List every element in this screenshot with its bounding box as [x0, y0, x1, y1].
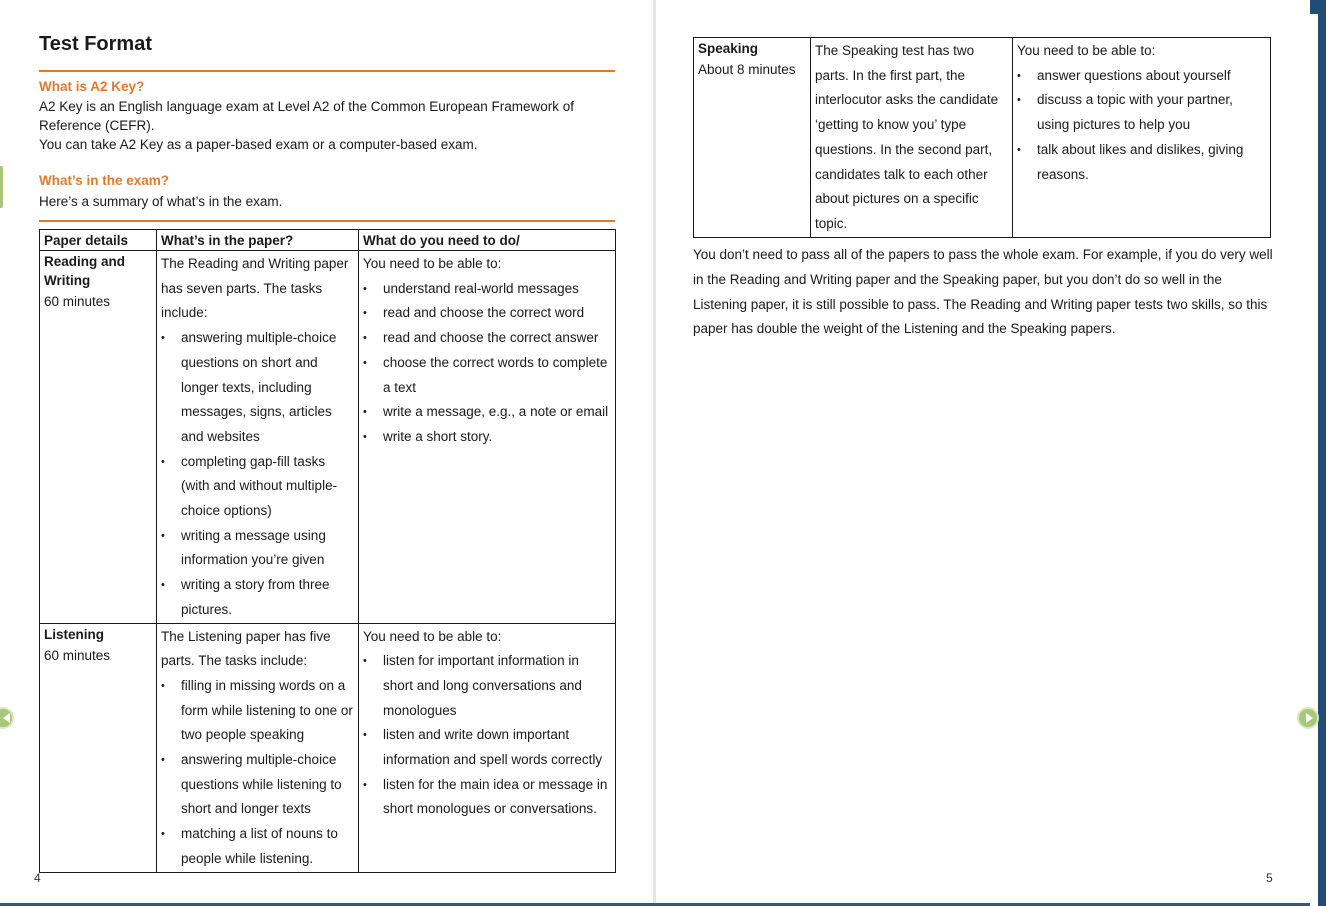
needs-intro: You need to be able to: — [1017, 43, 1156, 58]
chevron-left-icon — [3, 713, 10, 723]
paper-duration: 60 minutes — [44, 647, 111, 663]
list-item: • completing gap-fill tasks (with and without multiple-choice options) — [161, 450, 354, 524]
list-item: • writing a message using information you’re given — [161, 524, 354, 573]
paper-duration: 60 minutes — [44, 294, 111, 309]
needs-cell — [1013, 38, 1271, 238]
page-title: Test Format — [39, 33, 152, 55]
section-heading-what-is: What is A2 Key? — [39, 79, 145, 94]
page-number: 5 — [1266, 871, 1273, 885]
list-item: • read and choose the correct word — [363, 301, 611, 326]
paper-duration: About 8 minutes — [698, 62, 796, 77]
list-item: • understand real-world messages — [363, 277, 611, 302]
section-divider — [39, 70, 615, 72]
table-row — [40, 251, 616, 624]
paper-details-cell — [40, 623, 157, 872]
summary-intro: Here’s a summary of what’s in the exam. — [39, 194, 283, 209]
paper-name: Listening — [44, 626, 104, 642]
list-item: • listen and write down important information and spell words correctly — [363, 723, 611, 772]
contents-list — [161, 326, 354, 622]
list-item: • discuss a topic with your partner, using pictures to help you — [1017, 88, 1266, 137]
exam-table — [39, 229, 616, 873]
needs-intro: You need to be able to: — [363, 256, 502, 271]
list-item: • write a short story. — [363, 425, 611, 450]
paper-details-cell — [694, 38, 811, 238]
needs-list — [363, 649, 611, 822]
paper-name: Speaking — [698, 41, 759, 56]
speaking-table — [693, 37, 1271, 238]
page-number: 4 — [34, 871, 41, 885]
list-item: • listen for important information in short and long conversations and monologues — [363, 649, 611, 723]
chevron-right-icon — [1306, 713, 1313, 723]
section-divider — [39, 220, 615, 222]
paper-name: Reading and Writing — [44, 254, 126, 288]
list-item: • answering multiple-choice questions while listening to short and longer texts — [161, 748, 354, 822]
needs-cell — [359, 623, 616, 872]
list-item: • read and choose the correct answer — [363, 326, 611, 351]
paper-contents-cell: The Speaking test has two parts. In the first part, the interlocutor asks the candidate ‘getting to know you’ type questions. In the second part, candidates talk to each other about pictures on a specific topic. — [811, 38, 1013, 238]
list-item: • choose the correct words to complete a text — [363, 351, 611, 400]
table-row — [40, 623, 616, 872]
needs-cell — [359, 251, 616, 624]
viewer-frame-inner — [1310, 14, 1318, 906]
column-header: Paper details — [40, 230, 157, 251]
list-item: • answering multiple-choice questions on short and longer texts, including messages, signs, articles and websites — [161, 326, 354, 450]
left-page — [0, 0, 654, 903]
table-row — [694, 38, 1271, 238]
next-page-button[interactable] — [1297, 707, 1319, 729]
list-item: • matching a list of nouns to people while listening. — [161, 822, 354, 871]
side-tab[interactable] — [0, 166, 3, 208]
paper-contents-cell — [157, 623, 359, 872]
contents-intro: The Listening paper has five parts. The tasks include: — [161, 628, 331, 669]
pass-summary-paragraph: You don’t need to pass all of the papers to pass the whole exam. For example, if you do very well in the Reading and Writing paper and the Speaking paper, but you don’t do so well in the Listening paper, it is still possible to pass. The Reading and Writing paper tests two skills, so this paper has double the weight of the Listening and the Speaking papers. — [693, 247, 1273, 337]
needs-list — [363, 277, 611, 450]
viewer-frame — [1310, 0, 1326, 906]
column-header: What do you need to do/ — [359, 230, 616, 251]
exam-format-paragraph: You can take A2 Key as a paper-based exam or a computer-based exam. — [39, 137, 478, 152]
intro-paragraph: A2 Key is an English language exam at Level A2 of the Common European Framework of Reference (CEFR). — [39, 99, 575, 133]
list-item: • filling in missing words on a form while listening to one or two people speaking — [161, 674, 354, 748]
contents-intro: The Reading and Writing paper has seven parts. The tasks include: — [161, 256, 349, 321]
column-header: What’s in the paper? — [157, 230, 359, 251]
list-item: • talk about likes and dislikes, giving reasons. — [1017, 138, 1266, 187]
needs-intro: You need to be able to: — [363, 628, 502, 644]
needs-list — [1017, 64, 1266, 188]
list-item: • answer questions about yourself — [1017, 64, 1266, 89]
table-header-row — [40, 230, 616, 251]
list-item: • listen for the main idea or message in short monologues or conversations. — [363, 773, 611, 822]
paper-details-cell — [40, 251, 157, 624]
paper-contents-cell — [157, 251, 359, 624]
list-item: • writing a story from three pictures. — [161, 573, 354, 622]
contents-list — [161, 674, 354, 872]
section-heading-whats-in: What’s in the exam? — [39, 173, 170, 188]
list-item: • write a message, e.g., a note or email — [363, 400, 611, 425]
